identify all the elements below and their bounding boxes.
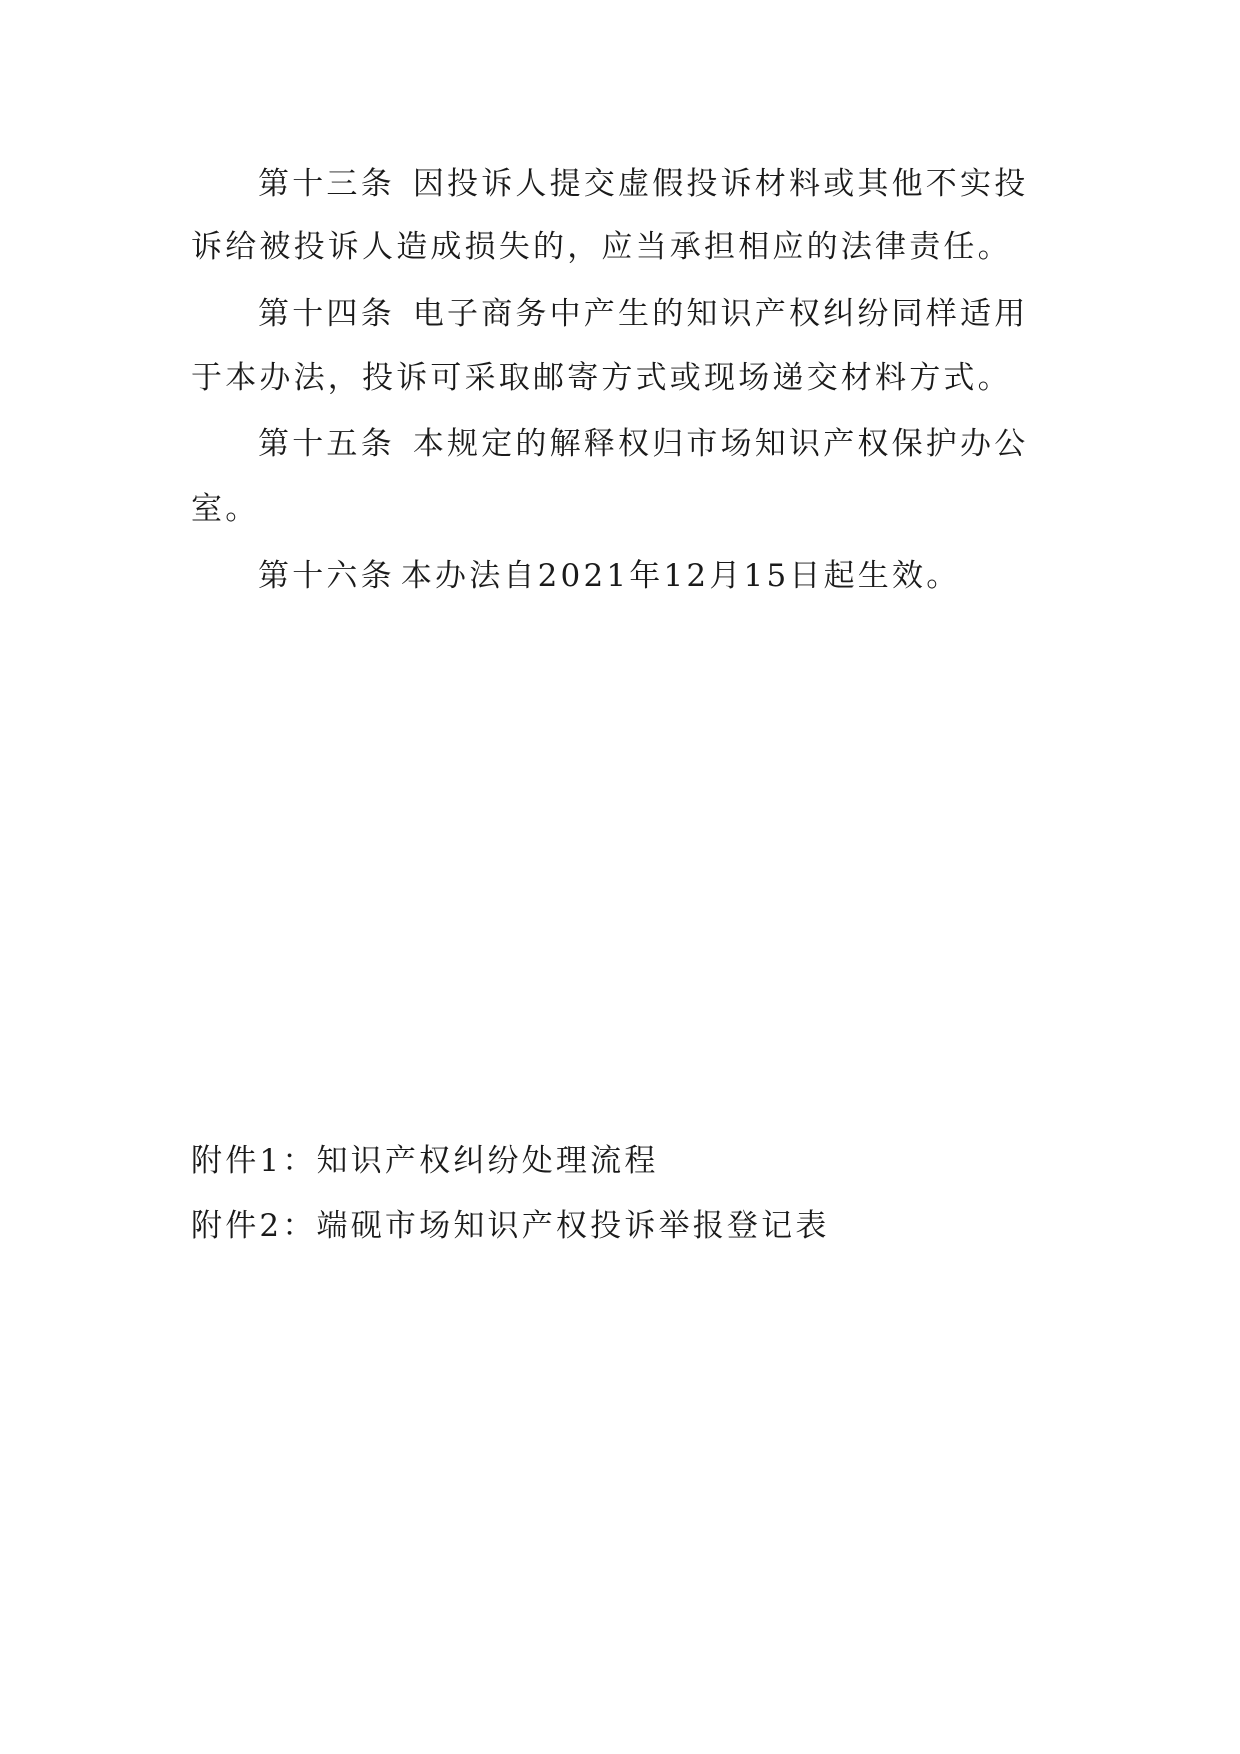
article-15-line-2: 室。 — [191, 491, 260, 527]
article-13-line-1 — [258, 164, 1028, 204]
article-14-number: 第十四条 — [258, 296, 395, 332]
article-13-number: 第十三条 — [258, 166, 395, 202]
article-13-text-1: 因投诉人提交虚假投诉材料或其他不实投 — [412, 166, 1029, 202]
article-16-text-1: 本办法自2021年12月15日起生效。 — [400, 558, 961, 594]
article-14-text-1: 电子商务中产生的知识产权纠纷同样适用 — [412, 296, 1029, 332]
article-14-line-2: 于本办法，投诉可采取邮寄方式或现场递交材料方式。 — [191, 360, 1012, 396]
article-13-line-2: 诉给被投诉人造成损失的，应当承担相应的法律责任。 — [191, 229, 1012, 265]
article-16-number: 第十六条 — [258, 558, 395, 594]
article-15-number: 第十五条 — [258, 426, 395, 462]
article-14-line-1 — [258, 294, 1028, 334]
article-15-text-1: 本规定的解释权归市场知识产权保护办公 — [412, 426, 1029, 462]
article-15-line-1 — [258, 424, 1028, 464]
attachment-2: 附件2：端砚市场知识产权投诉举报登记表 — [191, 1208, 830, 1244]
article-16-line-1 — [258, 556, 960, 596]
attachment-1: 附件1：知识产权纠纷处理流程 — [191, 1143, 659, 1179]
